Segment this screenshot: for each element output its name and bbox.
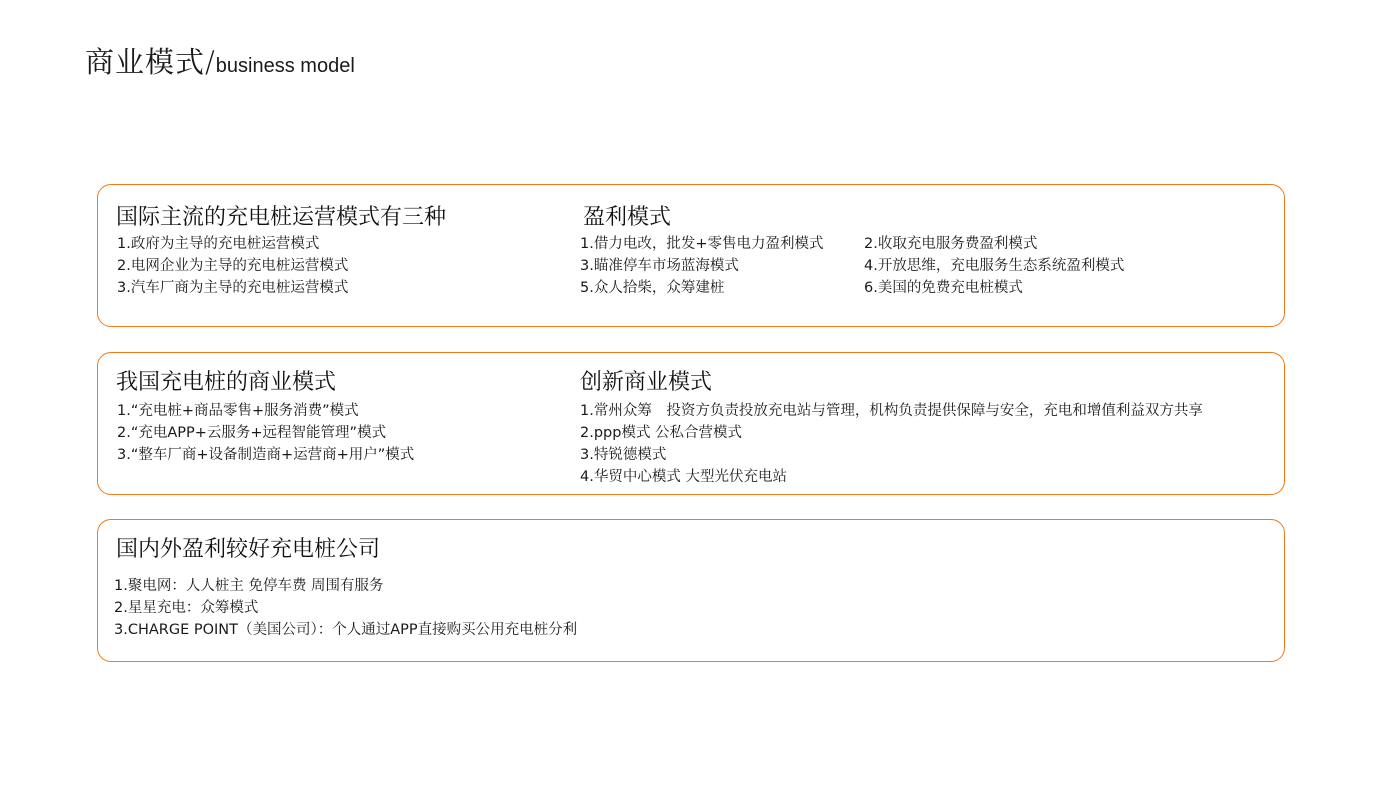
section-heading: 创新商业模式: [580, 370, 713, 395]
card-international-models: [97, 184, 1285, 327]
section-heading: 盈利模式: [583, 205, 672, 230]
list-item: 5.众人拾柴，众筹建桩: [580, 280, 725, 296]
list-item: 2.“充电APP+云服务+远程智能管理”模式: [117, 425, 387, 441]
section-heading: 国内外盈利较好充电桩公司: [116, 537, 381, 562]
profit-list-col1: [580, 233, 823, 299]
section-heading: 我国充电桩的商业模式: [116, 370, 337, 395]
list-item: 2.星星充电：众筹模式: [114, 600, 259, 616]
page-title: [85, 40, 355, 81]
list-item: 3.汽车厂商为主导的充电桩运营模式: [117, 280, 349, 296]
page-title-separator: /: [205, 45, 216, 79]
list-item: 2.收取充电服务费盈利模式: [864, 236, 1038, 252]
page-title-en: business model: [215, 55, 355, 77]
card-profitable-companies: [97, 519, 1285, 662]
list-item: 1.政府为主导的充电桩运营模式: [117, 236, 320, 252]
page-title-zh: 商业模式: [85, 45, 206, 79]
list-item: 4.华贸中心模式 大型光伏充电站: [580, 469, 787, 485]
section-heading: 国际主流的充电桩运营模式有三种: [116, 205, 447, 230]
list-item: 3.“整车厂商+设备制造商+运营商+用户”模式: [117, 447, 415, 463]
profit-list-col2: [864, 233, 1124, 299]
list-item: 3.CHARGE POINT（美国公司）：个人通过APP直接购买公用充电桩分利: [114, 622, 578, 638]
list-item: 3.瞄准停车市场蓝海模式: [580, 258, 739, 274]
company-list: [114, 575, 577, 641]
list-item: 2.ppp模式 公私合营模式: [580, 425, 743, 441]
list-item: 6.美国的免费充电桩模式: [864, 280, 1023, 296]
list-item: 3.特锐德模式: [580, 447, 667, 463]
list-item: 1.借力电改，批发+零售电力盈利模式: [580, 236, 824, 252]
list-item: 1.聚电网：人人桩主 免停车费 周围有服务: [114, 578, 384, 594]
card-china-models: [97, 352, 1285, 495]
list-item: 1.常州众筹 投资方负责投放充电站与管理，机构负责提供保障与安全，充电和增值利益双方共享: [580, 403, 1203, 419]
list-item: 2.电网企业为主导的充电桩运营模式: [117, 258, 349, 274]
china-model-list: [117, 400, 414, 466]
list-item: 1.“充电桩+商品零售+服务消费”模式: [117, 403, 359, 419]
innovation-list: [580, 400, 1203, 488]
list-item: 4.开放思维，充电服务生态系统盈利模式: [864, 258, 1125, 274]
model-list: [117, 233, 348, 299]
